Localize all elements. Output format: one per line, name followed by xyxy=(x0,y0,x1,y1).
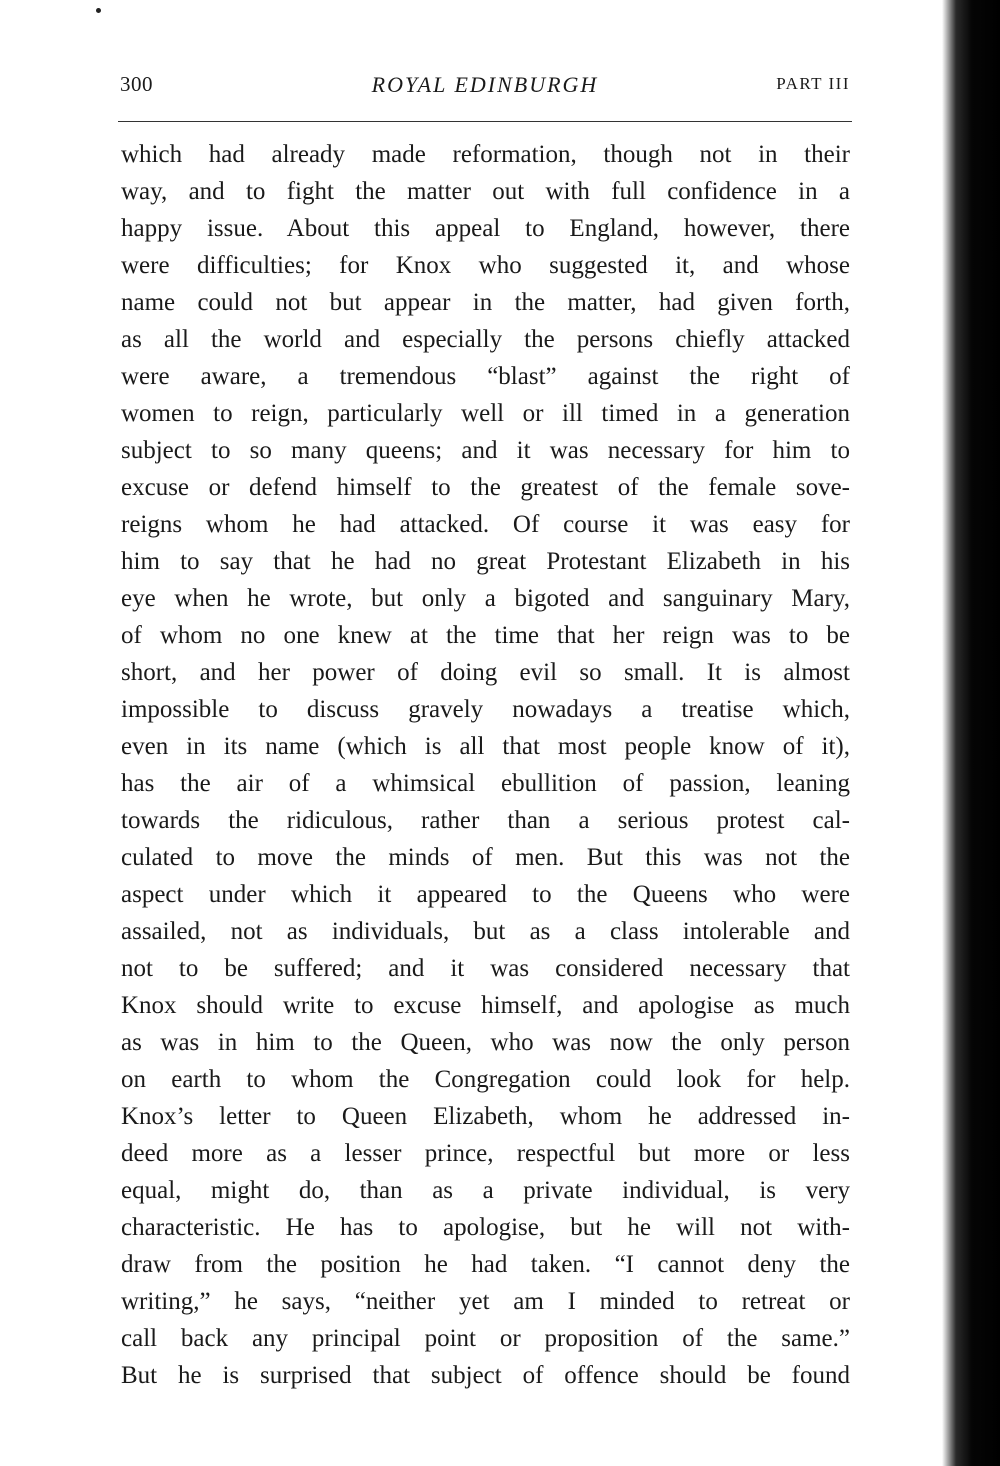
text-line: women to reign, particularly well or ill timed in a generation xyxy=(121,400,850,427)
ink-speck xyxy=(96,8,101,13)
text-line: happy issue. About this appeal to England, however, there xyxy=(121,215,850,242)
header-rule xyxy=(118,121,852,122)
text-line: as was in him to the Queen, who was now the only person xyxy=(121,1029,850,1056)
running-head xyxy=(120,72,850,108)
text-line: way, and to fight the matter out with full confidence in a xyxy=(121,178,850,205)
text-line: him to say that he had no great Protestant Elizabeth in his xyxy=(121,548,850,575)
text-line: towards the ridiculous, rather than a serious protest cal- xyxy=(121,807,850,834)
text-line: subject to so many queens; and it was necessary for him to xyxy=(121,437,850,464)
page-number: 300 xyxy=(120,72,153,96)
text-line: equal, might do, than as a private individual, is very xyxy=(121,1177,850,1204)
text-line: were aware, a tremendous “blast” against the right of xyxy=(121,363,850,390)
running-title: ROYAL EDINBURGH xyxy=(371,72,599,97)
part-label: PART III xyxy=(776,74,850,93)
text-line: as all the world and especially the persons chiefly attacked xyxy=(121,326,850,353)
text-line: Knox’s letter to Queen Elizabeth, whom he addressed in- xyxy=(121,1103,850,1130)
text-line: assailed, not as individuals, but as a class intolerable and xyxy=(121,918,850,945)
text-line: on earth to whom the Congregation could look for help. xyxy=(121,1066,850,1093)
text-line: short, and her power of doing evil so small. It is almost xyxy=(121,659,850,686)
text-line: of whom no one knew at the time that her reign was to be xyxy=(121,622,850,649)
text-line: reigns whom he had attacked. Of course it was easy for xyxy=(121,511,850,538)
text-line: not to be suffered; and it was considered necessary that xyxy=(121,955,850,982)
body-text xyxy=(121,136,850,1394)
text-line: name could not but appear in the matter, had given forth, xyxy=(121,289,850,316)
text-line: draw from the position he had taken. “I cannot deny the xyxy=(121,1251,850,1278)
text-line: impossible to discuss gravely nowadays a treatise which, xyxy=(121,696,850,723)
binding-shadow xyxy=(942,0,1000,1466)
text-line: has the air of a whimsical ebullition of passion, leaning xyxy=(121,770,850,797)
text-line: call back any principal point or proposition of the same.” xyxy=(121,1325,850,1352)
text-line: culated to move the minds of men. But this was not the xyxy=(121,844,850,871)
text-line: which had already made reformation, though not in their xyxy=(121,141,850,168)
text-line: were difficulties; for Knox who suggested it, and whose xyxy=(121,252,850,279)
text-line: characteristic. He has to apologise, but he will not with- xyxy=(121,1214,850,1241)
text-line: But he is surprised that subject of offence should be found xyxy=(121,1362,850,1389)
text-line: excuse or defend himself to the greatest of the female sove- xyxy=(121,474,850,501)
text-line: writing,” he says, “neither yet am I minded to retreat or xyxy=(121,1288,850,1315)
text-line: Knox should write to excuse himself, and apologise as much xyxy=(121,992,850,1019)
text-line: deed more as a lesser prince, respectful but more or less xyxy=(121,1140,850,1167)
text-line: eye when he wrote, but only a bigoted and sanguinary Mary, xyxy=(121,585,850,612)
text-line: aspect under which it appeared to the Queens who were xyxy=(121,881,850,908)
text-line: even in its name (which is all that most people know of it), xyxy=(121,733,850,760)
